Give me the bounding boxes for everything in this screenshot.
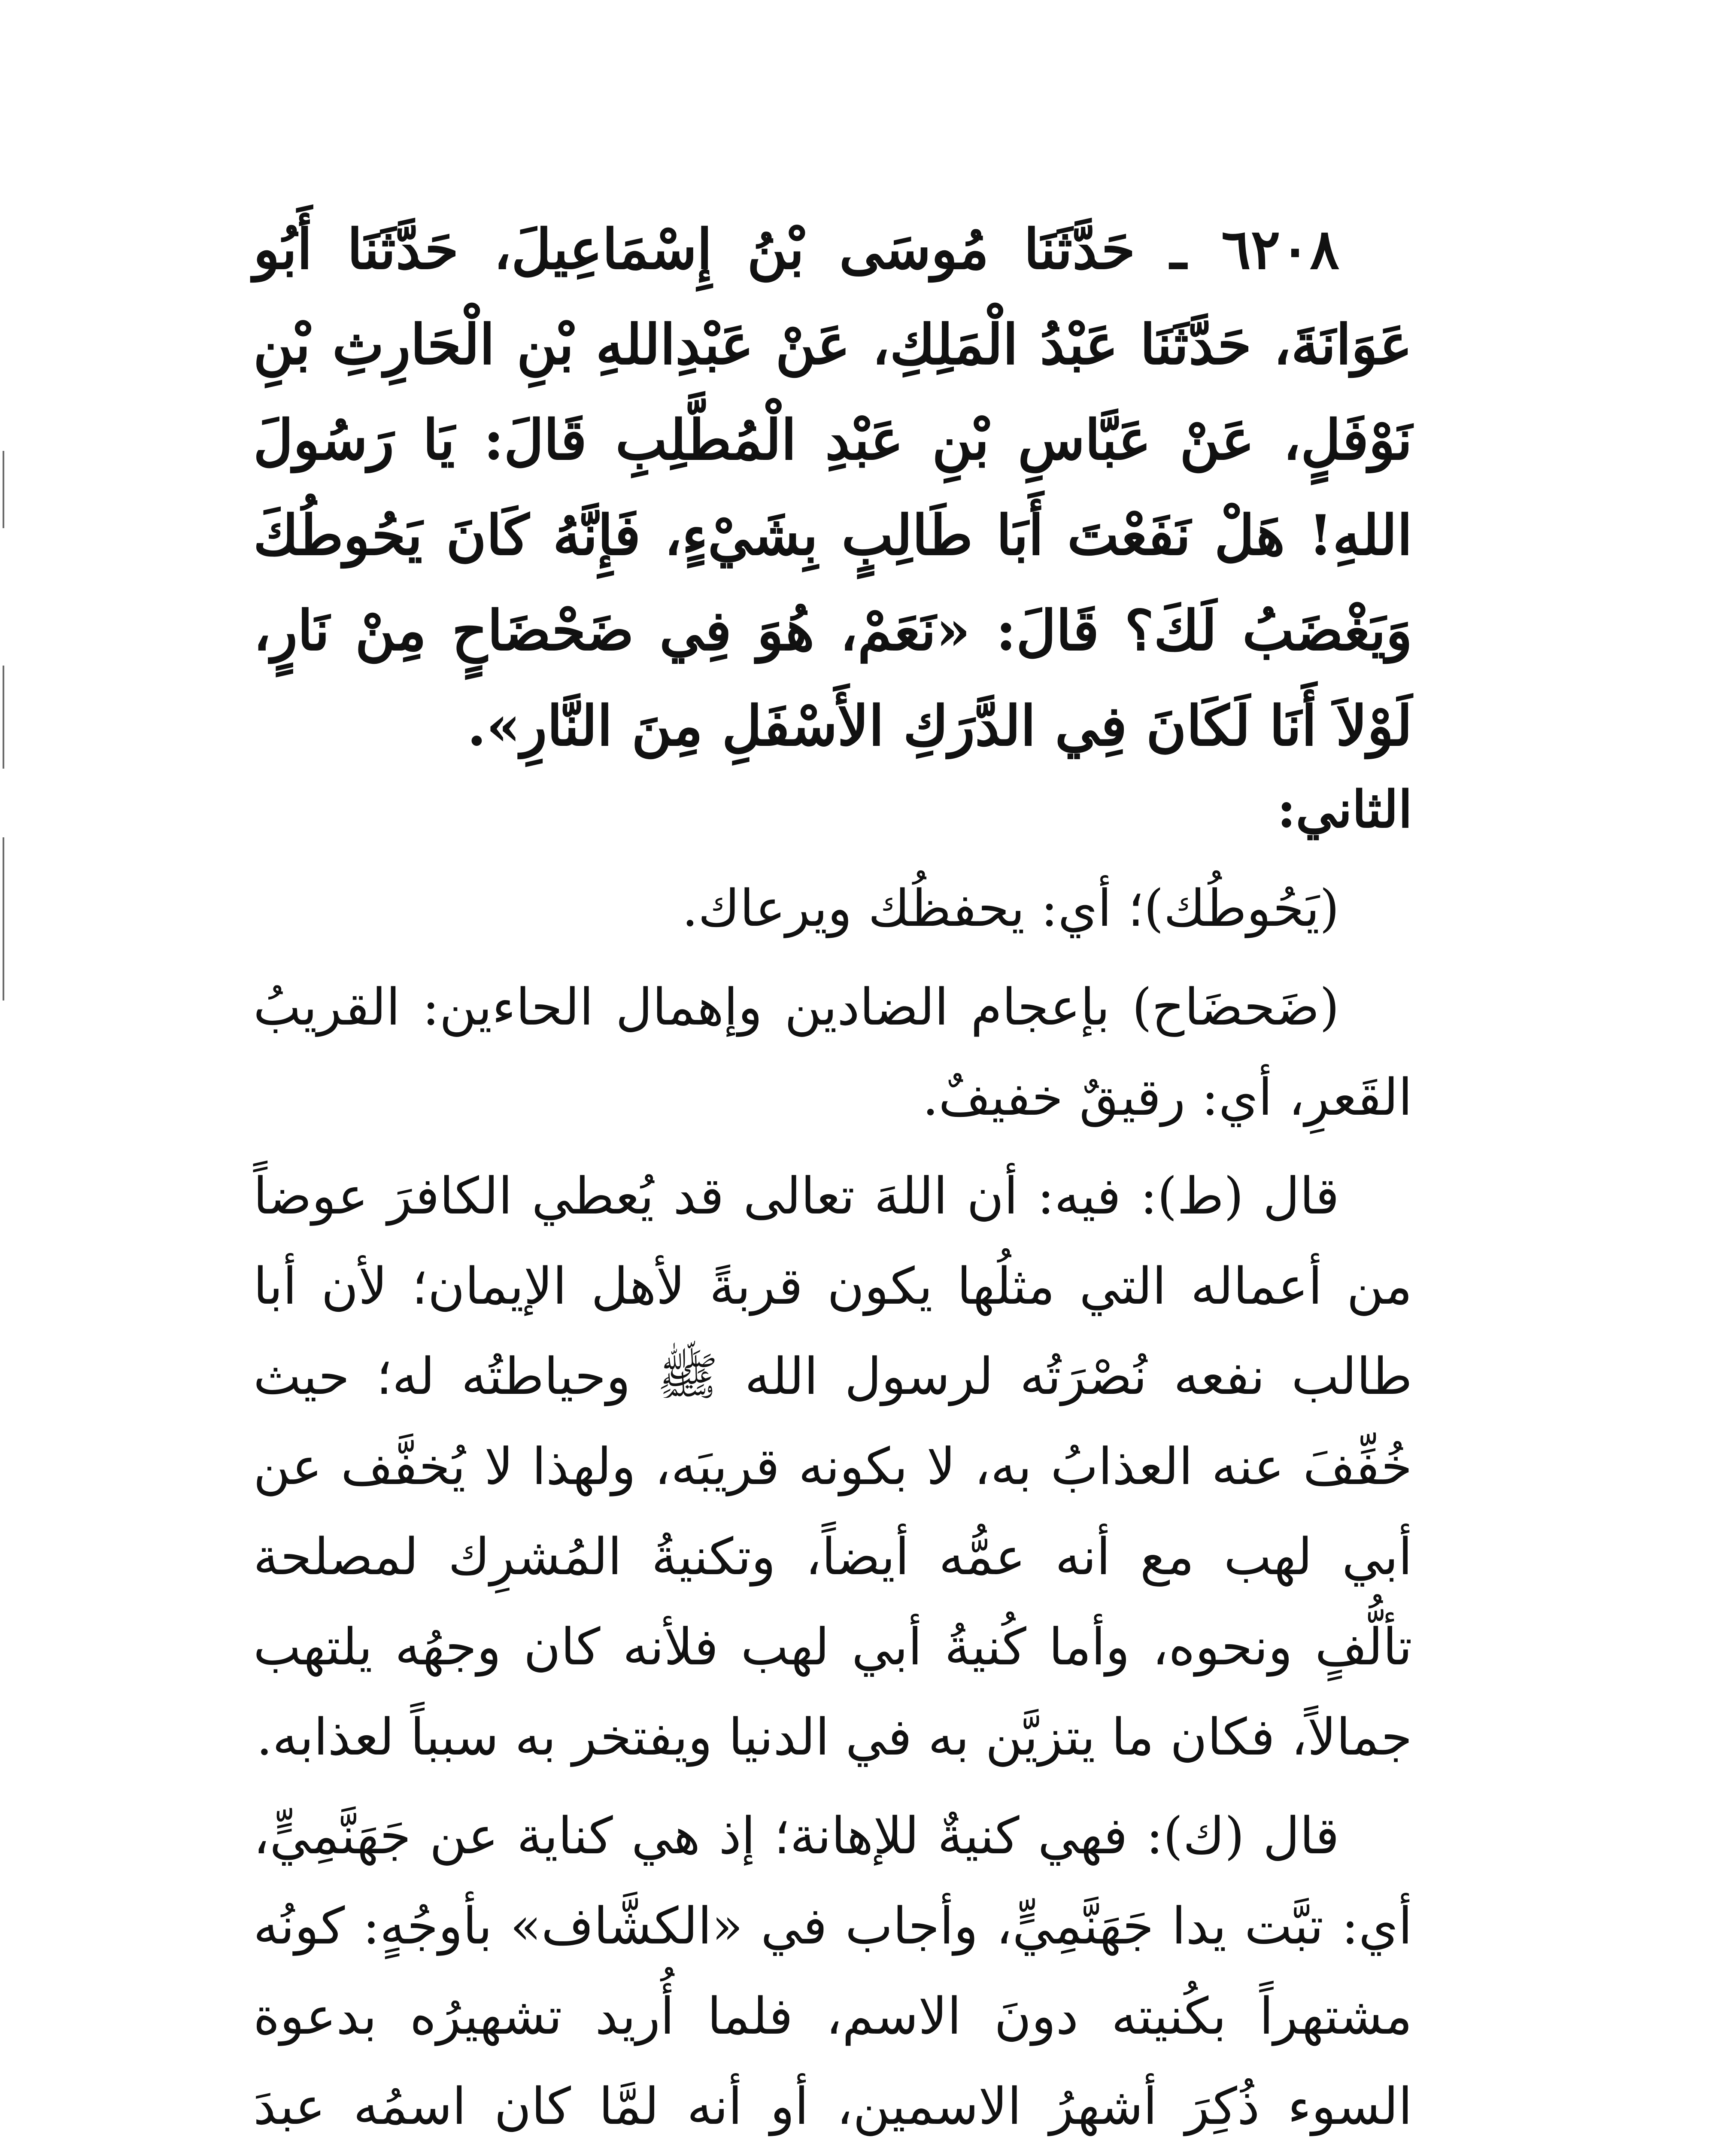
commentary-block (253, 764, 1412, 2147)
hadith-block (253, 202, 1412, 774)
scan-edge-mark (3, 451, 4, 528)
scan-edge-mark (3, 666, 4, 769)
scan-edge-mark (3, 837, 4, 1001)
section-heading: الثاني: (1277, 779, 1412, 839)
commentary-paragraph: قال (ك): فهي كنيةٌ للإهانة؛ إذ هي كناية عن جَهَنَّمِيٍّ، أي: تبَّت يدا جَهَنَّمِيٍّ، وأجاب في «الكشَّاف» بأوجُهٍ: كونُه مشتهراً بكُنيته دونَ الاسم، فلما أُريد تشهيرُه بدعوة السوء ذُكِرَ أشهرُ الاسمين، أو أنه لمَّا كان اسمُه عبدَ (253, 1806, 1412, 2136)
commentary-paragraph: قال (ط): فيه: أن اللهَ تعالى قد يُعطي الكافرَ عوضاً من أعماله التي مثلُها يكون قربةً لأهل الإيمان؛ لأن أبا طالب نفعه نُصْرَتُه لرسول الله ﷺ وحياطتُه له؛ حيث خُفِّفَ عنه العذابُ به، لا بكونه قريبَه، ولهذا لا يُخفَّف عن أبي لهب مع أنه عمُّه أيضاً، وتكنيةُ المُشرِك لمصلحة تألُّفٍ ونحوه، وأما كُنيةُ أبي لهب فلأنه كان وجهُه يلتهب جمالاً، فكان ما يتزيَّن به في الدنيا ويفتخر به سبباً لعذابه. (253, 1166, 1412, 1767)
hadith-text: ٦٢٠٨ ـ حَدَّثَنَا مُوسَى بْنُ إِسْمَاعِيلَ، حَدَّثَنَا أَبُو عَوَانَةَ، حَدَّثَنَا عَبْدُ الْمَلِكِ، عَنْ عَبْدِاللهِ بْنِ الْحَارِثِ بْنِ نَوْفَلٍ، عَنْ عَبَّاسِ بْنِ عَبْدِ الْمُطَّلِبِ قَالَ: يَا رَسُولَ اللهِ! هَلْ نَفَعْتَ أَبَا طَالِبٍ بِشَيْءٍ، فَإِنَّهُ كَانَ يَحُوطُكَ وَيَغْضَبُ لَكَ؟ قَالَ: «نَعَمْ، هُوَ فِي ضَحْضَاحٍ مِنْ نَارٍ، لَوْلاَ أَنَا لَكَانَ فِي الدَّرَكِ الأَسْفَلِ مِنَ النَّارِ». (253, 217, 1412, 758)
commentary-paragraph: (ضَحضَاح) بإعجام الضادين وإهمال الحاءين: القريبُ القَعرِ، أي: رقيقٌ خفيفٌ. (253, 977, 1412, 1127)
commentary-paragraph: (يَحُوطُك)؛ أي: يحفظُك ويرعاك. (682, 879, 1339, 938)
